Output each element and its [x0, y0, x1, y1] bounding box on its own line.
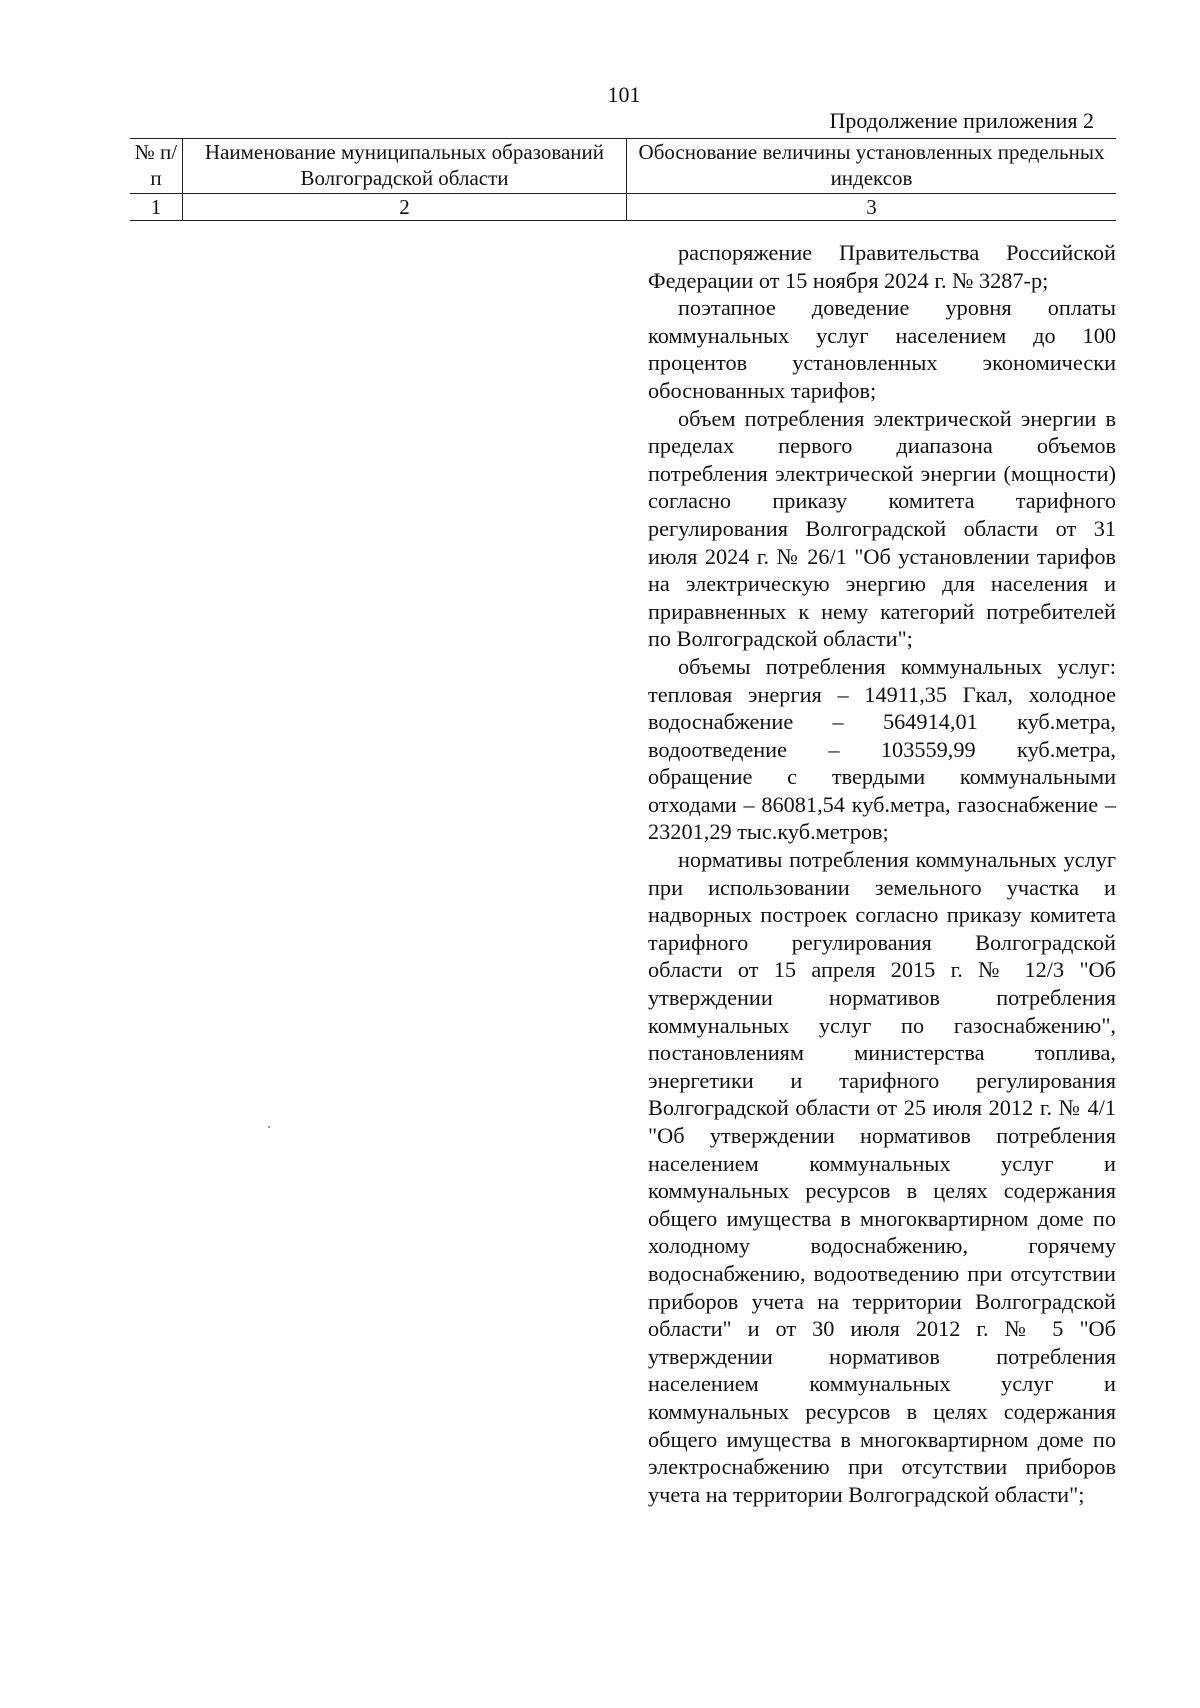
paragraph: поэтапное доведение уровня оплаты коммунальных услуг населением до 100 процентов установленных экономически обоснованных тарифов; — [648, 295, 1116, 403]
paragraph: нормативы потребления коммунальных услуг при использовании земельного участка и надворных построек согласно приказу комитета тарифного регулирования Волгоградской области от 15 апреля 2015 г. № 12/3 "Об утверждении нормативов потребления коммунальных услуг по газоснабжению", постановлениям министерства топлива, энергетики и тарифного регулирования Волгоградской области от 25 июля 2012 г. № 4/1 "Об утверждении нормативов потребления населением коммунальных услуг и коммунальных ресурсов в целях содержания общего имущества в многоквартирном доме по холодному водоснабжению, горячему водоснабжению, водоотведению при отсутствии приборов учета на территории Волгоградской области" и от 30 июля 2012 г. № 5 "Об утверждении нормативов потребления населением коммунальных услуг и коммунальных ресурсов в целях содержания общего имущества в многоквартирном доме по электроснабжению при отсутствии приборов учета на территории Волгоградской области"; — [648, 847, 1116, 1507]
paragraph: объем потребления электрической энергии в пределах первого диапазона объемов потребления электрической энергии (мощности) согласно приказу комитета тарифного регулирования Волгоградской области от 31 июля 2024 г. № 26/1 "Об установлении тарифов на электрическую энергию для населения и приравненных к нему категорий потребителей по Волгоградской области"; — [648, 405, 1116, 652]
header-municipality: Наименование муниципальных образований Волгоградской области — [182, 139, 626, 194]
justification-text — [648, 239, 1116, 1508]
header-justification: Обоснование величины установленных предельных индексов — [627, 139, 1116, 194]
paragraph: объемы потребления коммунальных услуг: тепловая энергия – 14911,35 Гкал, холодное водоснабжение – 564914,01 куб.метра, водоотведение – 103559,99 куб.метра, обращение с твердыми коммунальными отходами – 86081,54 куб.метра, газоснабжение – 23201,29 тыс.куб.метров; — [648, 653, 1116, 845]
paragraph: распоряжение Правительства Российской Федерации от 15 ноября 2024 г. № 3287-р; — [648, 240, 1116, 293]
column-number-3: 3 — [627, 194, 1116, 221]
column-number-1: 1 — [130, 194, 182, 221]
scan-speck — [268, 1126, 270, 1128]
table-column-numbers-row — [130, 194, 1116, 221]
column-number-2: 2 — [182, 194, 626, 221]
continuation-label: Продолжение приложения 2 — [829, 108, 1094, 133]
header-table — [130, 138, 1116, 221]
header-number: № п/п — [130, 139, 182, 194]
page-number: 101 — [607, 82, 641, 107]
table-header-row — [130, 139, 1116, 194]
